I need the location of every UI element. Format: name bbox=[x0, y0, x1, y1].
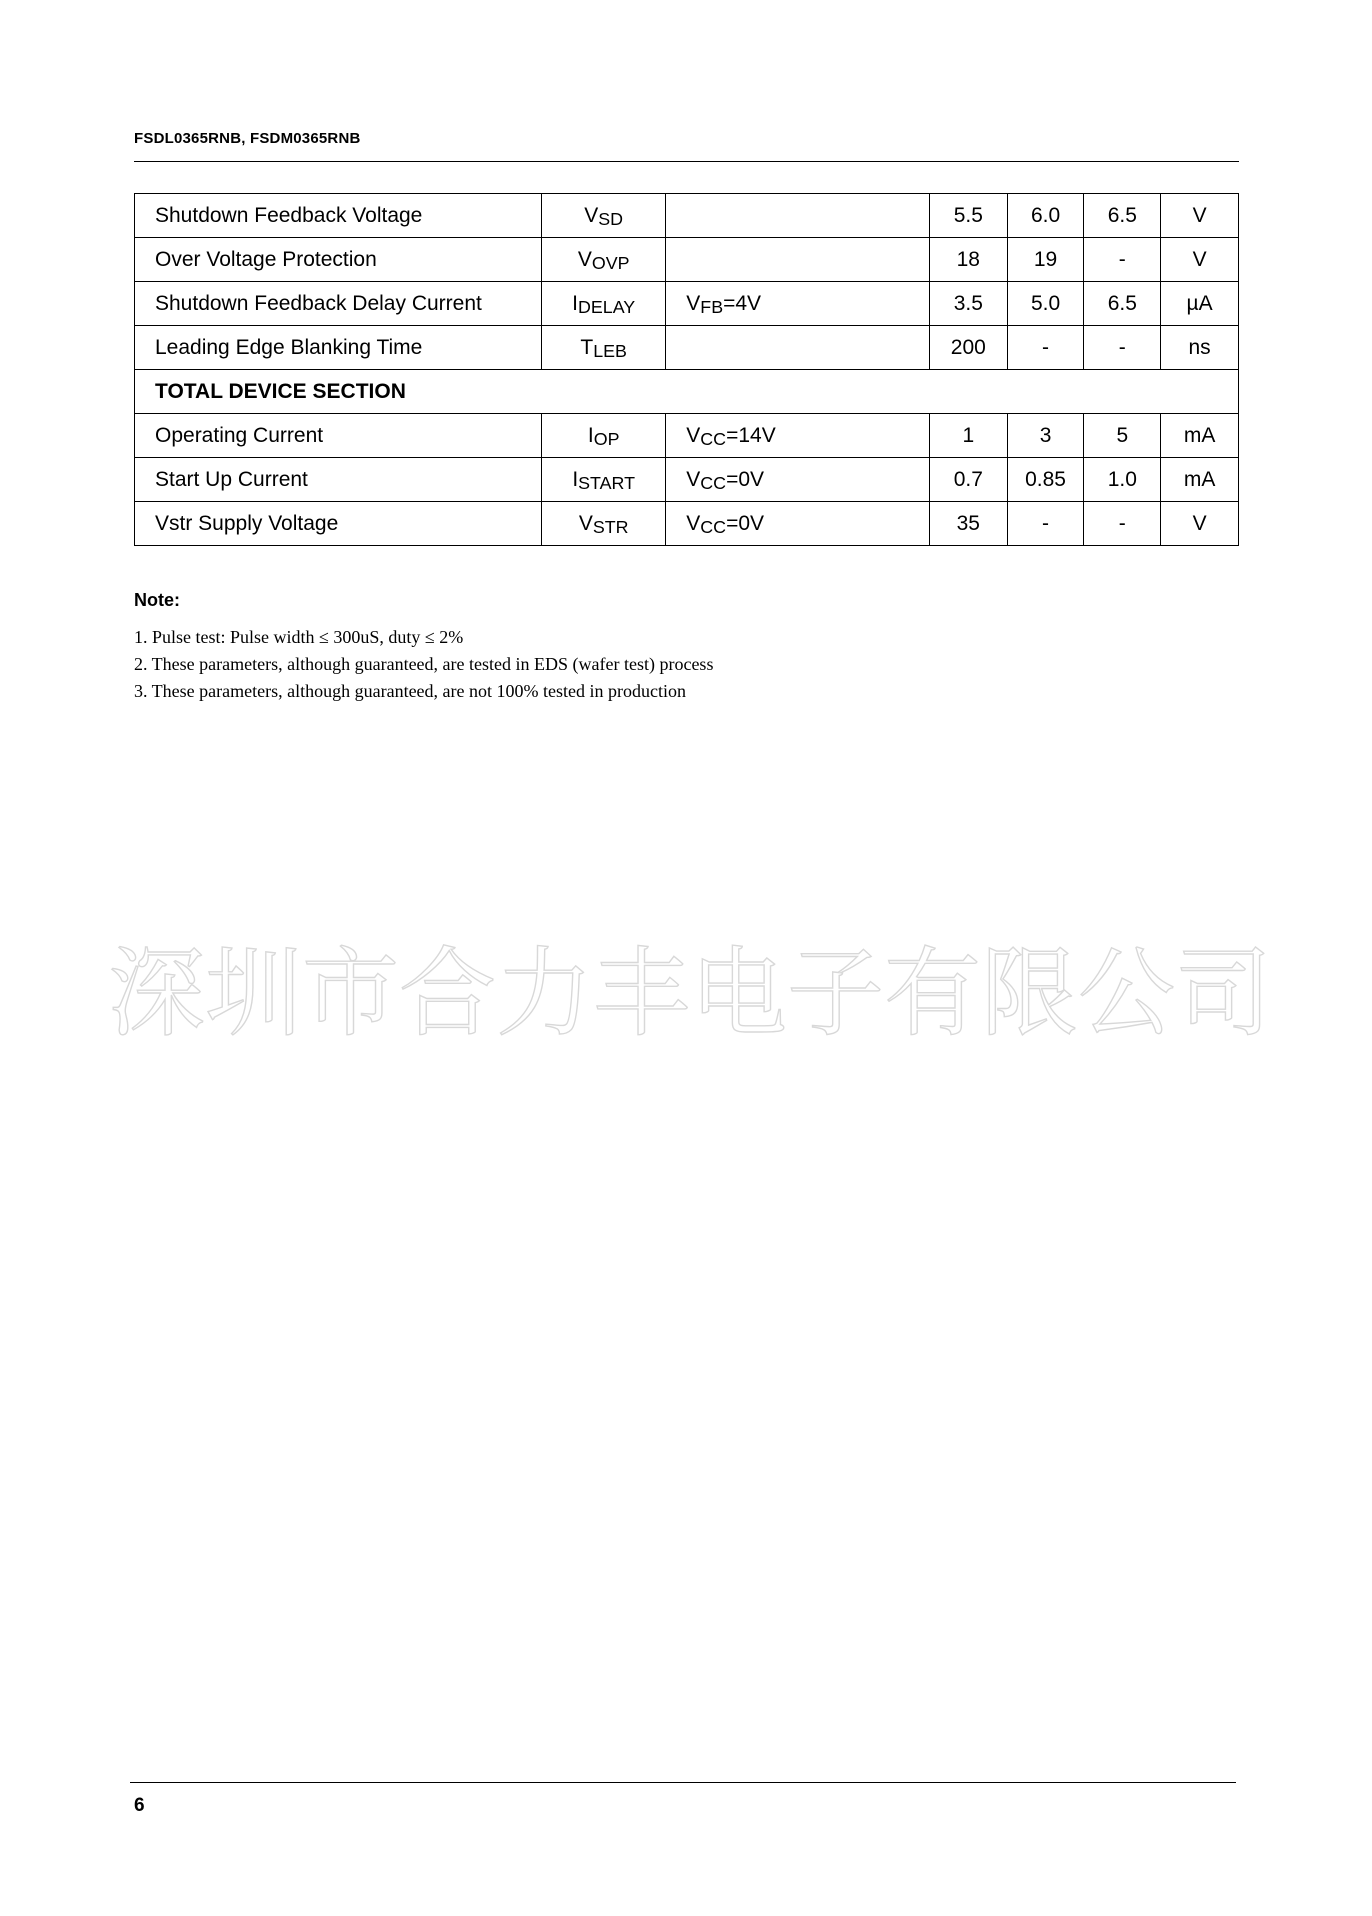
table-row bbox=[135, 502, 1239, 546]
document-header: FSDL0365RNB, FSDM0365RNB bbox=[134, 130, 361, 147]
table-row bbox=[135, 326, 1239, 370]
symbol-subscript: OVP bbox=[591, 252, 630, 273]
condition-rest: =0V bbox=[726, 511, 765, 535]
condition-cell bbox=[666, 458, 930, 502]
unit-cell: V bbox=[1161, 194, 1239, 238]
condition-rest: =0V bbox=[726, 467, 765, 491]
typ-cell: 0.85 bbox=[1007, 458, 1084, 502]
footer-rule bbox=[130, 1782, 1236, 1783]
condition-main: V bbox=[686, 423, 701, 447]
condition-rest: =4V bbox=[723, 291, 762, 315]
parameter-cell: Shutdown Feedback Voltage bbox=[135, 194, 542, 238]
min-cell: 200 bbox=[929, 326, 1007, 370]
condition-main: V bbox=[686, 511, 701, 535]
unit-cell: µA bbox=[1161, 282, 1239, 326]
symbol-main: V bbox=[577, 247, 592, 271]
table-row bbox=[135, 414, 1239, 458]
max-cell: 1.0 bbox=[1084, 458, 1161, 502]
condition-rest: =14V bbox=[726, 423, 776, 447]
condition-subscript: CC bbox=[700, 428, 727, 449]
min-cell: 0.7 bbox=[929, 458, 1007, 502]
parameter-cell: Shutdown Feedback Delay Current bbox=[135, 282, 542, 326]
typ-cell: - bbox=[1007, 502, 1084, 546]
unit-cell: V bbox=[1161, 502, 1239, 546]
symbol-cell bbox=[542, 194, 666, 238]
symbol-subscript: LEB bbox=[593, 340, 627, 361]
min-cell: 1 bbox=[929, 414, 1007, 458]
symbol-cell bbox=[542, 502, 666, 546]
page-number: 6 bbox=[134, 1795, 145, 1816]
table-row bbox=[135, 282, 1239, 326]
symbol-cell bbox=[542, 282, 666, 326]
symbol-subscript: START bbox=[578, 472, 635, 493]
condition-cell bbox=[666, 194, 930, 238]
max-cell: - bbox=[1084, 326, 1161, 370]
note-item: 1. Pulse test: Pulse width ≤ 300uS, duty ≤ 2% bbox=[134, 627, 464, 647]
typ-cell: 6.0 bbox=[1007, 194, 1084, 238]
symbol-main: I bbox=[587, 423, 594, 447]
notes-list bbox=[134, 624, 713, 705]
max-cell: 6.5 bbox=[1084, 194, 1161, 238]
min-cell: 3.5 bbox=[929, 282, 1007, 326]
symbol-main: I bbox=[572, 467, 579, 491]
company-watermark: 深圳市合力丰电子有限公司 bbox=[108, 937, 1272, 1050]
parameter-cell: Start Up Current bbox=[135, 458, 542, 502]
unit-cell: mA bbox=[1161, 458, 1239, 502]
parameter-cell: Operating Current bbox=[135, 414, 542, 458]
unit-cell: mA bbox=[1161, 414, 1239, 458]
min-cell: 18 bbox=[929, 238, 1007, 282]
note-item: 3. These parameters, although guaranteed, are not 100% tested in production bbox=[134, 681, 686, 701]
section-title: TOTAL DEVICE SECTION bbox=[135, 370, 1239, 414]
symbol-main: V bbox=[578, 511, 593, 535]
symbol-cell bbox=[542, 326, 666, 370]
typ-cell: 5.0 bbox=[1007, 282, 1084, 326]
symbol-subscript: STR bbox=[592, 516, 629, 537]
typ-cell: - bbox=[1007, 326, 1084, 370]
table-row bbox=[135, 458, 1239, 502]
min-cell: 5.5 bbox=[929, 194, 1007, 238]
condition-subscript: CC bbox=[700, 472, 727, 493]
condition-cell bbox=[666, 238, 930, 282]
symbol-main: V bbox=[584, 203, 599, 227]
condition-cell bbox=[666, 282, 930, 326]
condition-main: V bbox=[686, 291, 701, 315]
note-item: 2. These parameters, although guaranteed, are tested in EDS (wafer test) process bbox=[134, 654, 714, 674]
max-cell: 5 bbox=[1084, 414, 1161, 458]
symbol-cell bbox=[542, 238, 666, 282]
max-cell: - bbox=[1084, 502, 1161, 546]
note-title: Note: bbox=[134, 590, 180, 610]
symbol-cell bbox=[542, 414, 666, 458]
symbol-main: T bbox=[580, 335, 594, 359]
table-row bbox=[135, 238, 1239, 282]
parameter-cell: Leading Edge Blanking Time bbox=[135, 326, 542, 370]
condition-subscript: CC bbox=[700, 516, 727, 537]
electrical-characteristics-table bbox=[134, 193, 1239, 546]
typ-cell: 3 bbox=[1007, 414, 1084, 458]
condition-cell bbox=[666, 414, 930, 458]
max-cell: 6.5 bbox=[1084, 282, 1161, 326]
section-row bbox=[135, 370, 1239, 414]
typ-cell: 19 bbox=[1007, 238, 1084, 282]
header-rule bbox=[134, 161, 1239, 162]
symbol-subscript: DELAY bbox=[577, 296, 636, 317]
symbol-subscript: OP bbox=[593, 428, 620, 449]
condition-subscript: FB bbox=[700, 296, 724, 317]
unit-cell: ns bbox=[1161, 326, 1239, 370]
unit-cell: V bbox=[1161, 238, 1239, 282]
parameter-cell: Vstr Supply Voltage bbox=[135, 502, 542, 546]
table-row bbox=[135, 194, 1239, 238]
condition-cell bbox=[666, 502, 930, 546]
min-cell: 35 bbox=[929, 502, 1007, 546]
condition-cell bbox=[666, 326, 930, 370]
symbol-subscript: SD bbox=[598, 208, 624, 229]
parameter-cell: Over Voltage Protection bbox=[135, 238, 542, 282]
symbol-main: I bbox=[572, 291, 578, 315]
symbol-cell bbox=[542, 458, 666, 502]
condition-main: V bbox=[686, 467, 701, 491]
max-cell: - bbox=[1084, 238, 1161, 282]
